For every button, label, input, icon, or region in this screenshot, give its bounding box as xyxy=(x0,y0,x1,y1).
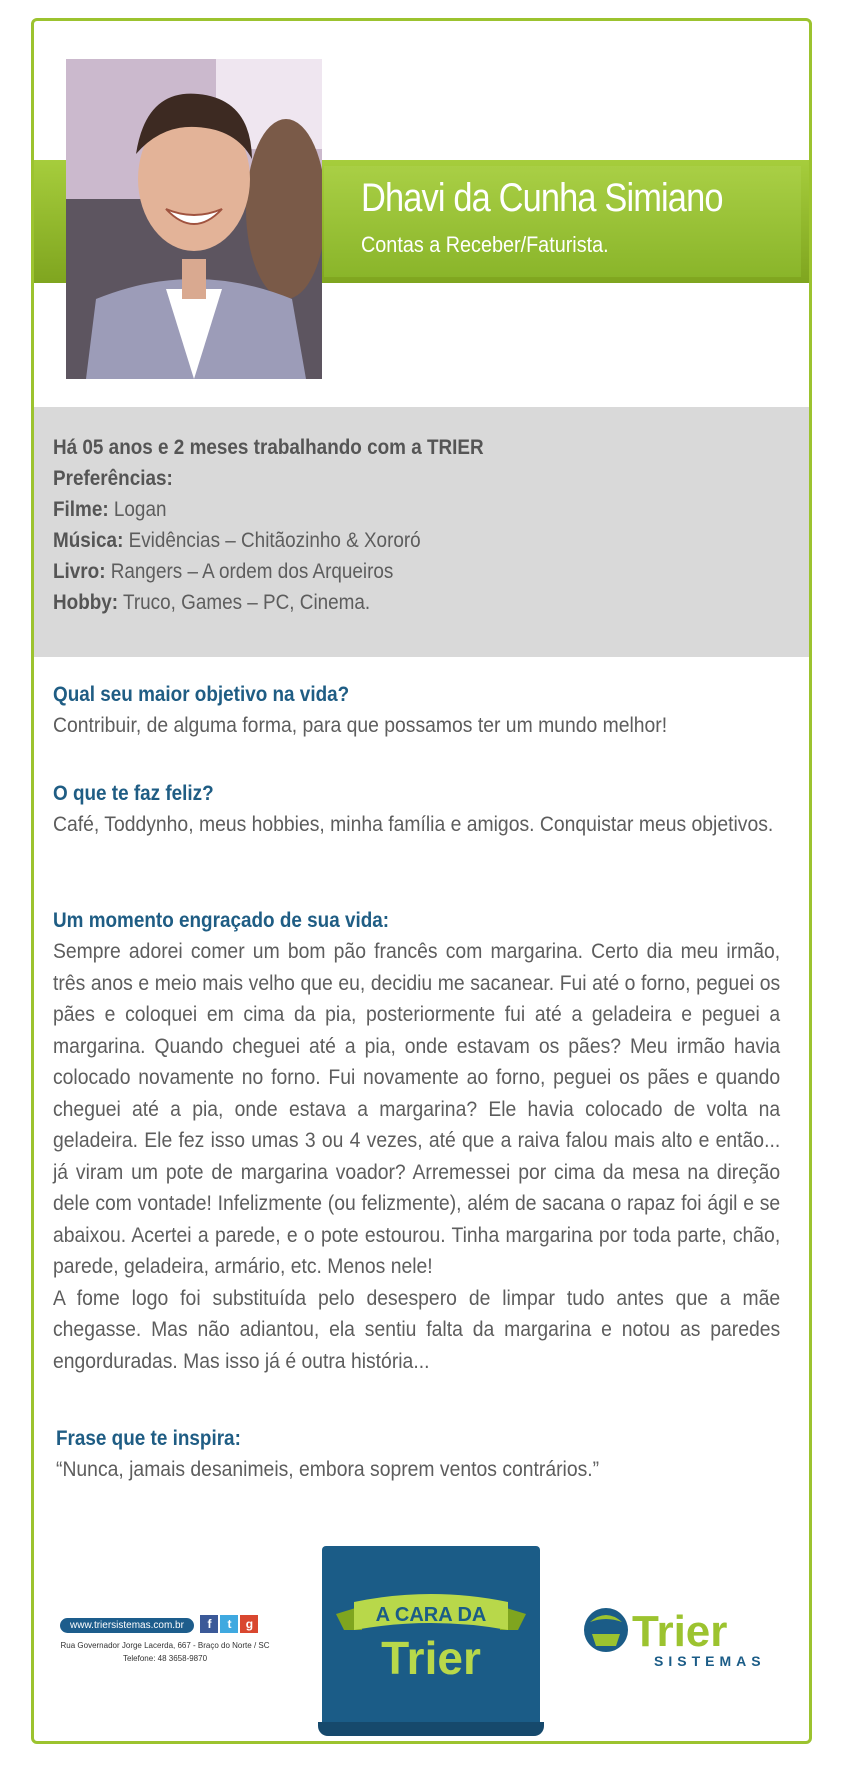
employee-role: Contas a Receber/Faturista. xyxy=(361,232,609,257)
a-cara-da-trier-badge xyxy=(322,1546,540,1734)
answer-happy: Café, Toddynho, meus hobbies, minha família e amigos. Conquistar meus objetivos. xyxy=(53,812,774,836)
address-text: Rua Governador Jorge Lacerda, 667 - Braço do Norte / SC xyxy=(60,1641,270,1651)
twitter-icon[interactable]: t xyxy=(220,1615,238,1633)
website-link[interactable]: www.triersistemas.com.br xyxy=(60,1618,194,1633)
employee-name: Dhavi da Cunha Simiano xyxy=(361,176,723,220)
question-happy: O que te faz feliz? xyxy=(53,782,214,805)
tenure-text: Há 05 anos e 2 meses trabalhando com a TRIER xyxy=(53,436,484,459)
pref-book: Livro: Rangers – A ordem dos Arqueiros xyxy=(53,560,394,583)
profile-summary xyxy=(34,407,809,657)
pref-film: Filme: Logan xyxy=(53,498,167,521)
qa-goal xyxy=(53,680,780,742)
qa-happy xyxy=(53,779,780,841)
trier-sistemas-logo xyxy=(582,1600,777,1670)
badge-top-text: A CARA DA xyxy=(375,1604,487,1626)
badge-main-text: Trier xyxy=(381,1632,481,1684)
pref-music: Música: Evidências – Chitãozinho & Xororó xyxy=(53,529,421,552)
question-quote: Frase que te inspira: xyxy=(56,1427,241,1450)
pref-hobby: Hobby: Truco, Games – PC, Cinema. xyxy=(53,591,371,614)
logo-main-text: Trier xyxy=(632,1607,728,1656)
facebook-icon[interactable]: f xyxy=(200,1615,218,1633)
answer-quote: “Nunca, jamais desanimeis, embora soprem ventos contrários.” xyxy=(56,1457,600,1481)
answer-funny: Sempre adorei comer um bom pão francês com margarina. Certo dia meu irmão, três anos e meio mais velho que eu, decidiu me sacanear. Fui até o forno, peguei os pães e coloquei em cima da pia, posteriormente fui até a geladeira e peguei a margarina. Quando cheguei até a pia, onde estavam os pães? Meu irmão havia colocado novamente no forno. Fui novamente ao forno, peguei os pães e quando cheguei até a pia, onde estava a margarina? Ele havia colocado de volta na geladeira. Ele fez isso umas 3 ou 4 vezes, até que a raiva falou mais alto e então... já viram um pote de margarina voador? Arremessei por cima da mesa na direção dele com vontade! Infelizmente (ou felizmente), além de sacana o rapaz foi ágil e se abaixou. Acertei a parede, e o pote estourou. Tinha margarina por toda parte, chão, parede, geladeira, armário, etc. Menos nele! xyxy=(53,939,781,1278)
question-goal: Qual seu maior objetivo na vida? xyxy=(53,683,350,706)
answer-funny-continued: A fome logo foi substituída pelo desespero de limpar tudo antes que a mãe chegasse. Mas não adiantou, ela sentiu falta da margarina e notou as paredes engorduradas. Mas isso já é outra história... xyxy=(53,1285,781,1373)
qa-funny-moment xyxy=(53,906,780,1377)
phone-text: Telefone: 48 3658-9870 xyxy=(122,1654,208,1664)
google-plus-icon[interactable]: g xyxy=(240,1615,258,1633)
qa-quote xyxy=(56,1424,783,1486)
profile-photo xyxy=(66,59,322,379)
preferences-label: Preferências: xyxy=(53,467,173,490)
logo-sub-text: SISTEMAS xyxy=(654,1653,766,1669)
question-funny: Um momento engraçado de sua vida: xyxy=(53,909,390,932)
badge-base xyxy=(318,1722,544,1736)
footer-contact xyxy=(60,1615,280,1665)
answer-goal: Contribuir, de alguma forma, para que possamos ter um mundo melhor! xyxy=(53,713,668,737)
